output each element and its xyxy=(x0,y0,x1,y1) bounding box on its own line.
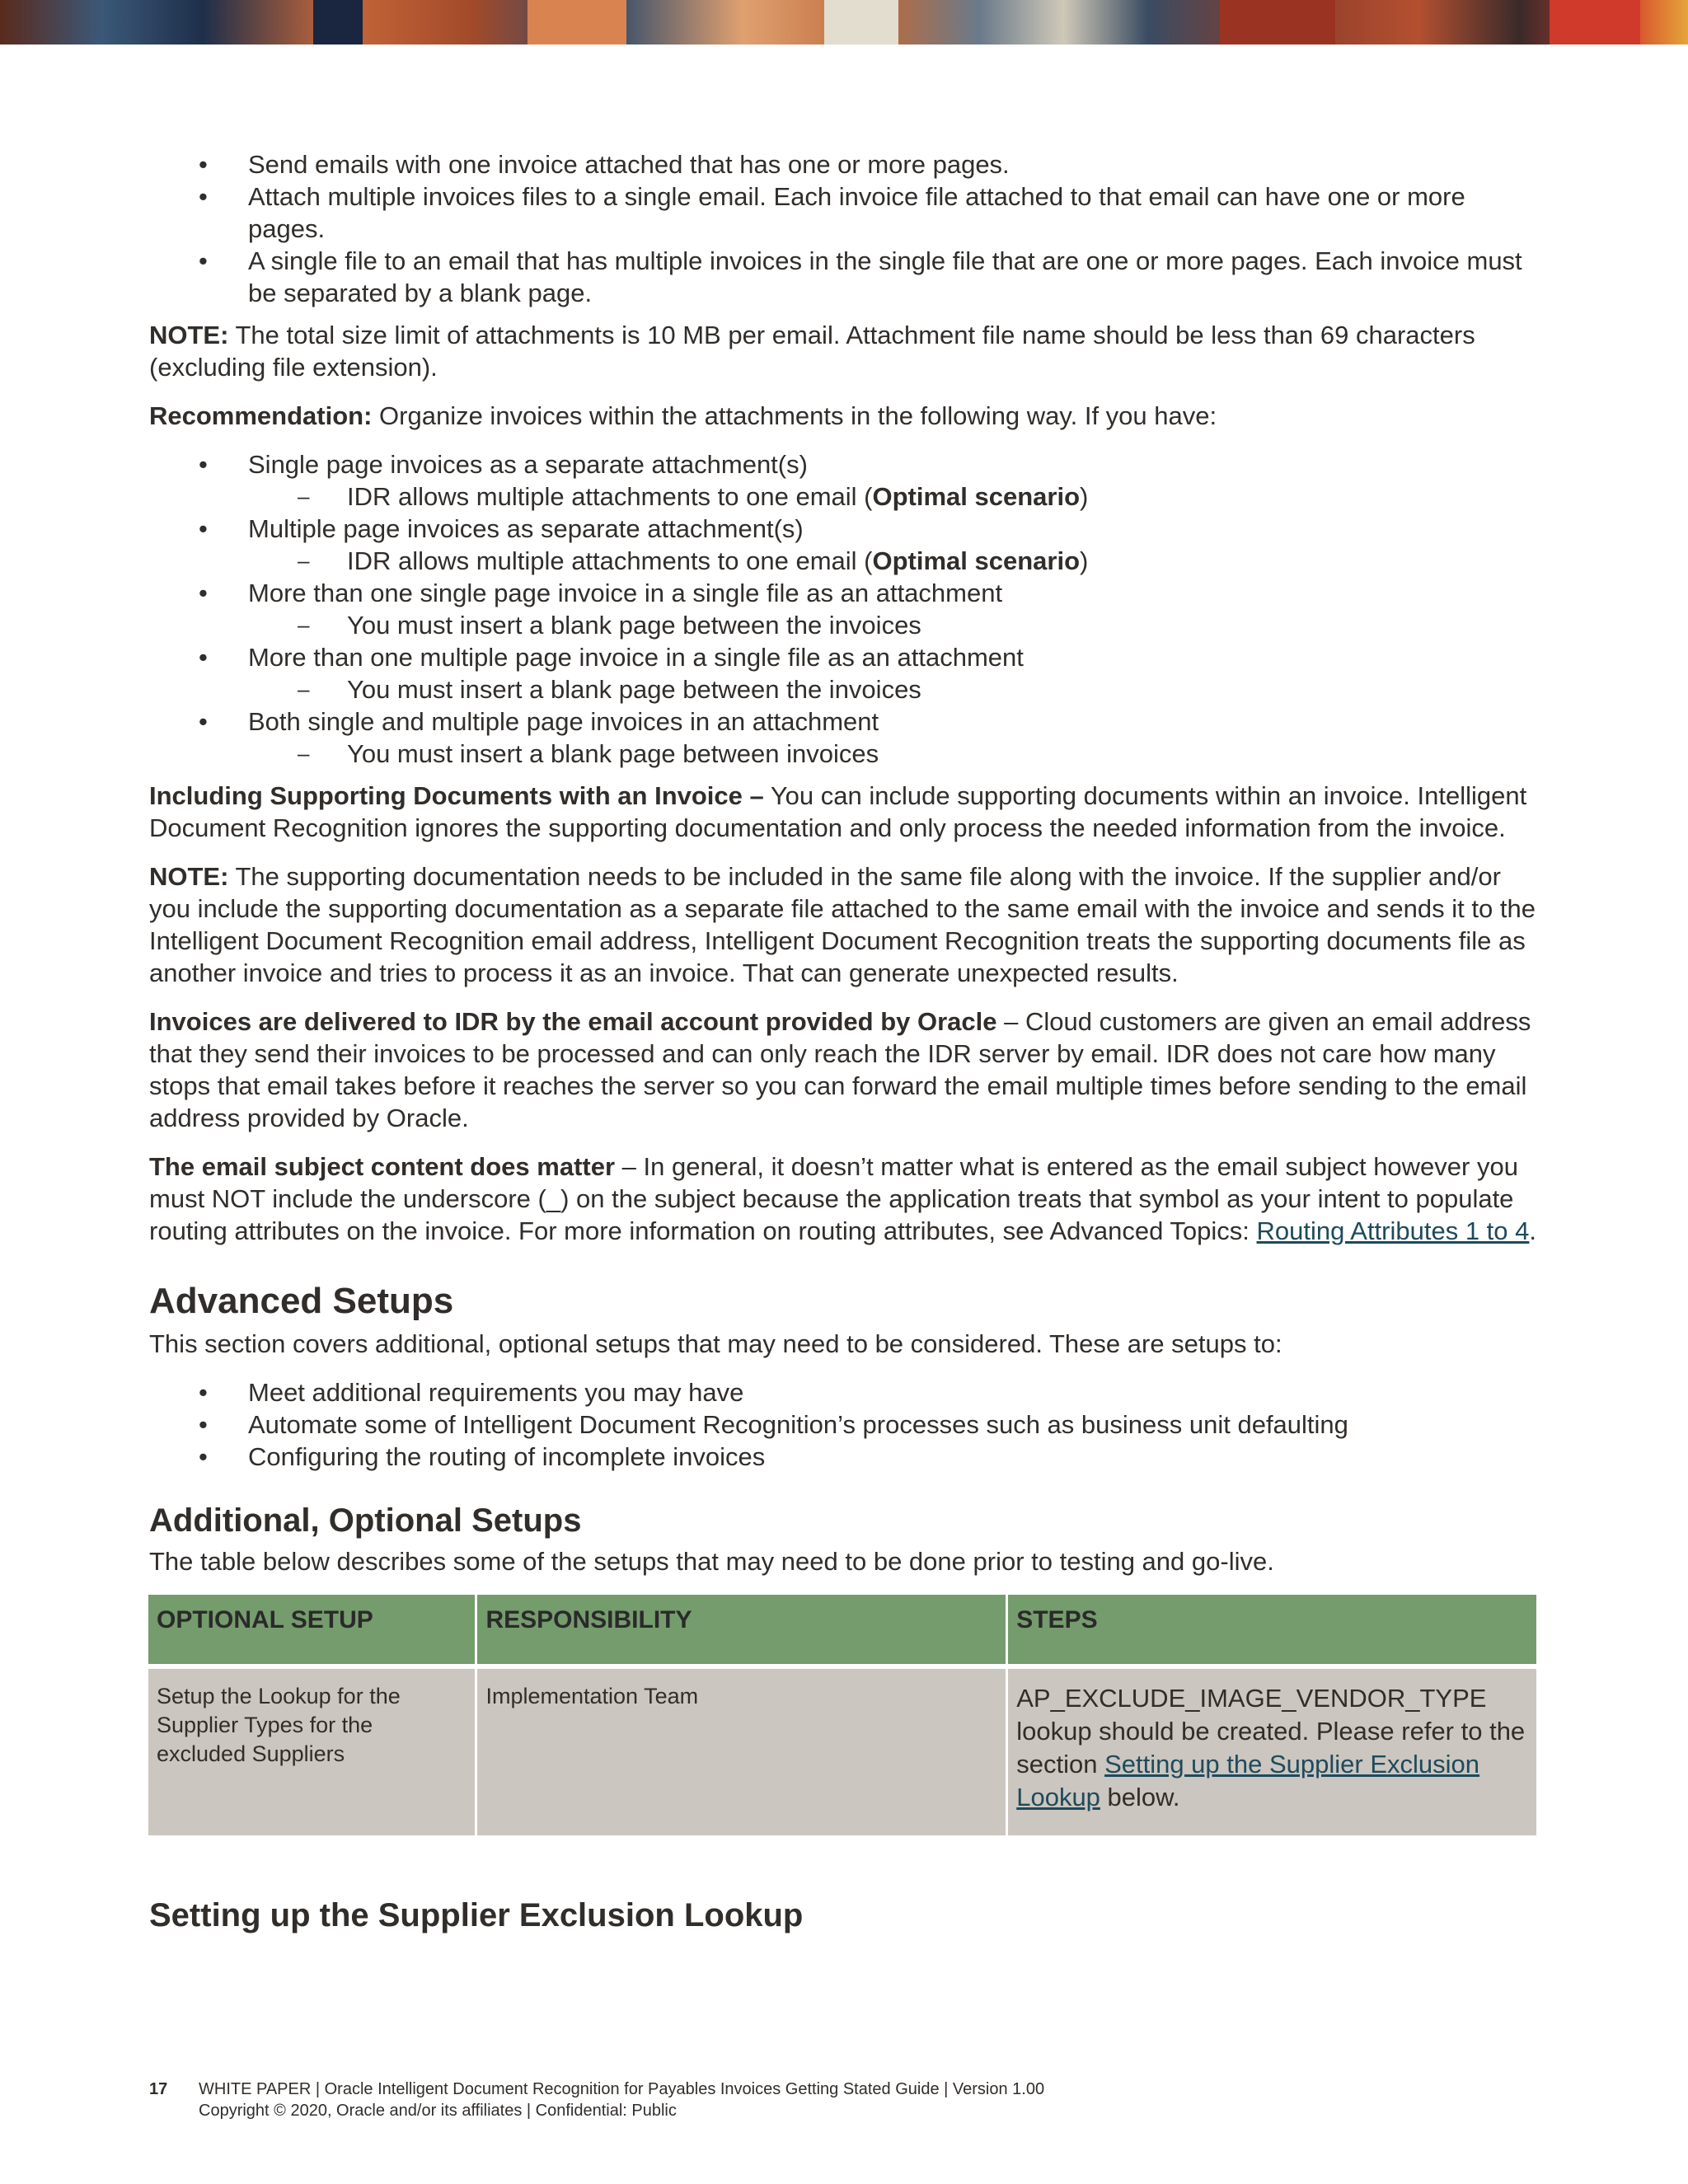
list-item: • Single page invoices as a separate attachment(s) – IDR allows multiple attachments to one email (Optimal scenario) xyxy=(149,448,1538,513)
note-paragraph: NOTE: The total size limit of attachments is 10 MB per email. Attachment file name should be less than 69 characters (excluding file extension). xyxy=(149,321,1475,382)
banner-stripe xyxy=(824,0,898,45)
note-paragraph: NOTE: The supporting documentation needs to be included in the same file along with the invoice. If the supplier and/or you include the supporting documentation as a separate file attached to the same email with the invoice and sends it to the Intelligent Document Recognition email address, Intelligent Document Recognition treats the supporting documents file as another invoice and tries to process it as an invoice. That can generate unexpected results. xyxy=(149,862,1536,987)
banner-stripe xyxy=(313,0,363,45)
recommendation-paragraph: Recommendation: Organize invoices within the attachments in the following way. If you have: xyxy=(149,401,1217,430)
column-header-optional-setup: OPTIONAL SETUP xyxy=(148,1595,475,1666)
optional-intro: The table below describes some of the setups that may need to be done prior to testing and go-live. xyxy=(149,1547,1274,1576)
sub-list-item: – You must insert a blank page between invoices xyxy=(149,738,1538,770)
intro-bullet-list xyxy=(149,148,1538,309)
routing-attributes-link[interactable]: Routing Attributes 1 to 4 xyxy=(1256,1216,1530,1245)
list-item: • More than one multiple page invoice in a single file as an attachment – You must insert a blank page between the invoices xyxy=(149,641,1538,705)
banner-stripe xyxy=(1550,0,1640,45)
list-item: • Send emails with one invoice attached that has one or more pages. xyxy=(149,148,1538,180)
optional-setups-table xyxy=(146,1592,1539,1838)
cell-optional-setup: Setup the Lookup for the Supplier Types for the excluded Suppliers xyxy=(148,1669,475,1835)
column-header-responsibility: RESPONSIBILITY xyxy=(477,1595,1006,1666)
advanced-setups-heading: Advanced Setups xyxy=(149,1281,454,1321)
supplier-exclusion-heading: Setting up the Supplier Exclusion Lookup xyxy=(149,1897,804,1933)
optional-setups-heading: Additional, Optional Setups xyxy=(149,1502,582,1539)
list-item: • Meet additional requirements you may have xyxy=(149,1376,1538,1408)
table-row xyxy=(148,1669,1536,1835)
list-item: • Automate some of Intelligent Document Recognition’s processes such as business unit defaulting xyxy=(149,1408,1538,1441)
page-content xyxy=(149,148,1538,1935)
cell-responsibility: Implementation Team xyxy=(477,1669,1006,1835)
delivery-paragraph: Invoices are delivered to IDR by the email account provided by Oracle – Cloud customers are given an email address that they send their invoices to be processed and can only reach the IDR server by email. IDR does not care how many stops that email takes before it reaches the server so you can forward the email multiple times before sending to the email address provided by Oracle. xyxy=(149,1007,1531,1132)
list-item: • Both single and multiple page invoices in an attachment – You must insert a blank page between invoices xyxy=(149,705,1538,770)
header-banner-art xyxy=(0,0,1688,45)
list-item: • More than one single page invoice in a single file as an attachment – You must insert a blank page between the invoices xyxy=(149,577,1538,641)
page-number: 17 xyxy=(149,2080,168,2098)
footer-line-1: 17 WHITE PAPER | Oracle Intelligent Document Recognition for Payables Invoices Getting Stated Guide | Version 1.00 xyxy=(149,2080,1045,2098)
sub-list-item: – You must insert a blank page between the invoices xyxy=(149,609,1538,641)
list-item: • A single file to an email that has multiple invoices in the single file that are one or more pages. Each invoice must be separated by a blank page. xyxy=(149,245,1538,309)
list-item: • Configuring the routing of incomplete invoices xyxy=(149,1441,1538,1473)
footer-line-2: Copyright © 2020, Oracle and/or its affiliates | Confidential: Public xyxy=(199,2102,677,2120)
list-item: • Multiple page invoices as separate attachment(s) – IDR allows multiple attachments to one email (Optimal scenario) xyxy=(149,513,1538,577)
sub-list-item: – IDR allows multiple attachments to one email (Optimal scenario) xyxy=(149,545,1538,577)
page-footer xyxy=(149,2079,1044,2121)
email-subject-paragraph: The email subject content does matter – In general, it doesn’t matter what is entered as the email subject however you must NOT include the underscore (_) on the subject because the application treats that symbol as your intent to populate routing attributes on the invoice. For more information on routing attributes, see Advanced Topics: Routing Attributes 1 to 4. xyxy=(149,1152,1537,1245)
recommendation-list xyxy=(149,448,1538,770)
supporting-docs-paragraph: Including Supporting Documents with an Invoice – You can include supporting documents within an invoice. Intelligent Document Recognition ignores the supporting documentation and only process the needed information from the invoice. xyxy=(149,781,1527,842)
banner-stripe xyxy=(1220,0,1335,45)
cell-steps: AP_EXCLUDE_IMAGE_VENDOR_TYPE lookup should be created. Please refer to the section Setting up the Supplier Exclusion Lookup below. xyxy=(1008,1669,1536,1835)
sub-list-item: – You must insert a blank page between the invoices xyxy=(149,673,1538,705)
list-item: • Attach multiple invoices files to a single email. Each invoice file attached to that email can have one or more pages. xyxy=(149,180,1538,245)
advanced-intro: This section covers additional, optional setups that may need to be considered. These are setups to: xyxy=(149,1329,1282,1358)
supplier-exclusion-link[interactable]: Setting up the Supplier Exclusion Lookup xyxy=(1016,1750,1480,1811)
banner-stripe xyxy=(528,0,626,45)
sub-list-item: – IDR allows multiple attachments to one email (Optimal scenario) xyxy=(149,480,1538,513)
table-header-row xyxy=(148,1595,1536,1666)
column-header-steps: STEPS xyxy=(1008,1595,1536,1666)
advanced-bullet-list xyxy=(149,1376,1538,1473)
